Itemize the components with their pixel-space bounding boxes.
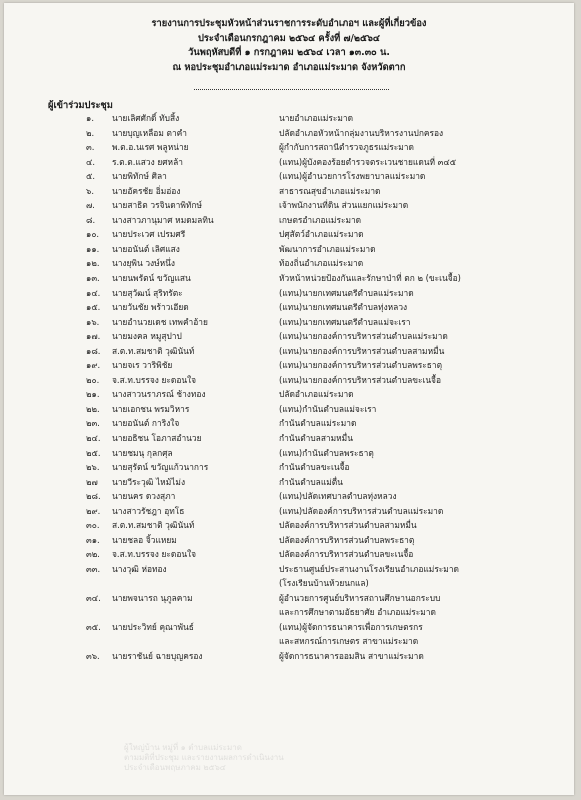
attendee-position	[279, 489, 397, 504]
attendee-number: ๑๙.	[86, 360, 101, 371]
attendee-position-line: (แทน)นายกเทศมนตรีตำบลแม่ระมาด	[279, 287, 414, 298]
attendee-position-line: (แทน)นายกองค์การบริหารส่วนตำบลพระธาตุ	[279, 360, 443, 371]
attendee-row	[4, 649, 574, 664]
attendee-position	[279, 213, 361, 228]
attendee-row	[4, 547, 574, 562]
attendee-position	[279, 620, 423, 649]
attendee-row	[4, 227, 574, 242]
attendee-number: ๑๘.	[86, 345, 101, 356]
attendee-position	[279, 460, 350, 475]
attendee-position	[279, 358, 442, 373]
attendee-row	[4, 126, 574, 141]
attendee-position-line: กำนันตำบลสามหมื่น	[279, 433, 353, 444]
attendee-position	[279, 300, 407, 315]
attendee-name: นายวันชัย พร้าวเอียด	[112, 302, 189, 313]
attendee-number: ๗.	[86, 200, 95, 211]
attendee-position-line: พัฒนาการอำเภอแม่ระมาด	[279, 243, 376, 254]
attendee-row	[4, 489, 574, 504]
attendee-position	[279, 591, 440, 620]
attendee-number: ๓๓.	[86, 563, 101, 574]
attendee-name: นางยุพิน วงษ์หนึ่ง	[112, 258, 175, 269]
attendee-list	[4, 111, 574, 664]
attendee-name: นายสุรัตน์ ขวัญแก้วนาการ	[112, 462, 209, 473]
attendee-name: นางสาวภานุมาศ หมดมลทิน	[112, 214, 214, 225]
attendee-number: ๑๓.	[86, 273, 100, 284]
attendee-name: นายพิทักษ์ ศิลา	[112, 171, 167, 182]
attendee-row	[4, 387, 574, 402]
attendee-position-line: ปลัดองค์การบริหารส่วนตำบลพระธาตุ	[279, 534, 415, 545]
attendee-position-line: ปลัดองค์การบริหารส่วนตำบลขะเนจื้อ	[279, 549, 414, 560]
attendee-row	[4, 620, 574, 649]
attendee-number: ๓๖.	[86, 650, 100, 661]
header-title: รายงานการประชุมหัวหน้าส่วนราชการระดับอำเภอฯ และผู้ที่เกี่ยวข้อง	[151, 18, 427, 29]
attendee-position	[279, 475, 343, 490]
attendee-name: ร.ต.ต.แสวง ยศหล้า	[112, 156, 183, 167]
attendee-position	[279, 402, 376, 417]
attendee-number: ๔.	[86, 156, 96, 167]
attendee-position	[279, 286, 414, 301]
attendee-name: นายอธิชน โอภาสอำนวย	[112, 433, 202, 444]
attendee-row	[4, 198, 574, 213]
attendee-position	[279, 271, 461, 286]
attendee-name: นายเอกชน พรมวิหาร	[112, 403, 190, 414]
attendee-name: ส.ต.ท.สมชาติ วุฒินันท์	[112, 520, 195, 531]
attendee-position	[279, 387, 354, 402]
attendee-name: นายสุวัฒน์ สุริทรัตะ	[112, 287, 183, 298]
attendee-row	[4, 431, 574, 446]
attendee-position-line: (แทน)ปลัดองค์การบริหารส่วนตำบลแม่ระมาด	[279, 505, 444, 516]
attendee-number: ๑๔.	[86, 287, 101, 298]
attendee-position-line: (แทน)นายกเทศมนตรีตำบลทุ่งหลวง	[279, 302, 408, 313]
attendee-number: ๘.	[86, 214, 96, 225]
attendee-name: นางสาวนราภรณ์ ช้างทอง	[112, 389, 206, 400]
attendee-row	[4, 300, 574, 315]
attendee-number: ๒๑.	[86, 389, 100, 400]
attendee-position	[279, 242, 376, 257]
attendee-row	[4, 591, 574, 620]
attendee-number: ๓๒.	[86, 549, 100, 560]
attendee-row	[4, 111, 574, 126]
attendee-position-line: (แทน)นายกองค์การบริหารส่วนตำบลสามหมื่น	[279, 345, 445, 356]
attendee-position	[279, 446, 374, 461]
attendee-name: นายจเร วาริพิชัย	[112, 360, 173, 371]
attendee-number: ๓๕.	[86, 621, 101, 632]
attendee-position-line: (แทน)ผู้จัดการธนาคารเพื่อการเกษตรกร	[279, 621, 423, 632]
attendee-position-line: กำนันตำบลแม่ตื่น	[279, 476, 343, 487]
attendee-position	[279, 562, 459, 591]
attendee-name: พ.ต.อ.นเรศ พลูหน่าย	[112, 142, 189, 153]
attendee-name: นายอัครชัย อิ่มอ่อง	[112, 185, 181, 196]
attendee-position	[279, 329, 448, 344]
attendee-name: นายบุญเหลือม ตาคำ	[112, 127, 187, 138]
attendee-number: ๑๗.	[86, 331, 101, 342]
attendee-row	[4, 475, 574, 490]
attendee-position	[279, 533, 414, 548]
attendee-position-line: (แทน)กำนันตำบลพระธาตุ	[279, 447, 374, 458]
attendee-row	[4, 402, 574, 417]
attendee-position-line: ปศุสัตว์อำเภอแม่ระมาด	[279, 229, 364, 240]
attendee-row	[4, 286, 574, 301]
attendee-name: นายสาธิต วรจินดาพิทักษ์	[112, 200, 202, 211]
attendee-name: นายประวิทย์ คุณาพันธ์	[112, 621, 194, 632]
attendee-number: ๒๒.	[86, 403, 100, 414]
attendee-number: ๒๘.	[86, 491, 101, 502]
attendee-name: นายนคร ดวงสุภา	[112, 491, 176, 502]
attendee-number: ๒๓.	[86, 418, 100, 429]
attendee-name: นางวุฒิ ห่อทอง	[112, 563, 167, 574]
attendee-position	[279, 416, 356, 431]
attendee-name: นายเลิศศักดิ์ ทับสิ้ง	[112, 113, 180, 123]
attendee-position-line: เกษตรอำเภอแม่ระมาด	[279, 214, 362, 225]
attendee-name: นายวีระวุฒิ ไหม้ไม่ง	[112, 476, 186, 487]
attendee-position	[279, 126, 443, 141]
attendee-number: ๕.	[86, 171, 96, 182]
attendee-name: นายชลอ จิ้วแหยม	[112, 534, 177, 545]
attendee-number: ๒๗	[86, 476, 98, 487]
attendee-number: ๒๕.	[86, 447, 101, 458]
attendee-position-line: ผู้กำกับการสถานีตำรวจภูธรแม่ระมาด	[279, 142, 414, 153]
attendee-row	[4, 460, 574, 475]
attendee-position	[279, 155, 456, 170]
attendee-position	[279, 431, 353, 446]
attendee-number: ๒.	[86, 127, 95, 138]
attendee-position-line: และสหกรณ์การเกษตร สาขาแม่ระมาด	[279, 636, 419, 647]
attendee-position-line: ประธานศูนย์ประสานงานโรงเรียนอำเภอแม่ระมาด	[279, 563, 459, 574]
attendee-row	[4, 256, 574, 271]
attendee-row	[4, 169, 574, 184]
attendee-row	[4, 358, 574, 373]
attendee-position-line: สาธารณสุขอำเภอแม่ระมาด	[279, 185, 381, 196]
attendee-row	[4, 184, 574, 199]
attendee-number: ๑๖.	[86, 316, 100, 327]
attendee-name: นายอนันต์ การิงใจ	[112, 418, 180, 429]
attendee-position-line: (แทน)กำนันตำบลแม่จะเรา	[279, 403, 377, 414]
attendee-number: ๑๒.	[86, 258, 100, 269]
attendee-position	[279, 504, 443, 519]
attendee-position-line: (แทน)นายกองค์การบริหารส่วนตำบลแม่ระมาด	[279, 331, 448, 342]
attendee-number: ๑๐.	[86, 229, 100, 240]
attendee-position	[279, 649, 424, 664]
attendee-name: ส.ต.ท.สมชาติ วุฒินันท์	[112, 345, 195, 356]
attendee-name: นายมงคล หมูสุปาป	[112, 331, 182, 342]
attendee-position	[279, 344, 444, 359]
attendee-name: จ.ส.ท.บรรจง ยะดอนใจ	[112, 549, 197, 560]
attendee-position-line: ปลัดอำเภอหัวหน้ากลุ่มงานบริหารงานปกครอง	[279, 127, 444, 138]
attendee-position-line: (โรงเรียนบ้านห้วยนกแล)	[279, 578, 369, 589]
attendee-number: ๒๐.	[86, 374, 100, 385]
attendee-name: จ.ส.ท.บรรจง ยะดอนใจ	[112, 374, 197, 385]
attendee-number: ๒๔.	[86, 433, 101, 444]
attendee-name: นายอนันต์ เลิศแสง	[112, 243, 180, 254]
attendee-number: ๓๔.	[86, 592, 101, 603]
attendee-number: ๑.	[86, 113, 94, 123]
attendee-name: นางสาวรัชฎา อุทโธ	[112, 505, 185, 516]
attendee-name: นายราชันย์ ฉายบุญครอง	[112, 650, 203, 661]
attendee-position	[279, 373, 441, 388]
attendee-position	[279, 256, 363, 271]
document-header	[4, 17, 574, 75]
document-page	[4, 3, 574, 795]
attendee-row	[4, 446, 574, 461]
attendee-position	[279, 227, 364, 242]
attendee-number: ๓.	[86, 142, 95, 153]
attendee-position	[279, 140, 414, 155]
attendee-position-line: และการศึกษาตามอัธยาศัย อำเภอแม่ระมาด	[279, 607, 436, 618]
attendee-position-line: (แทน)ปลัดเทศบาลตำบลทุ่งหลวง	[279, 491, 397, 502]
attendee-row	[4, 416, 574, 431]
attendee-name: นายอำนวยเดช เทพคำอ้าย	[112, 316, 208, 327]
attendee-position-line: (แทน)นายกเทศมนตรีตำบลแม่จะเรา	[279, 316, 411, 327]
header-month: ประจำเดือนกรกฎาคม ๒๕๖๔ ครั้งที่ ๗/๒๕๖๔	[198, 32, 380, 44]
header-location: ณ หอประชุมอำเภอแม่ระมาด อำเภอแม่ระมาด จังหวัดตาก	[172, 61, 406, 73]
attendee-position	[279, 184, 380, 199]
attendee-position-line: (แทน)นายกองค์การบริหารส่วนตำบลขะเนจื้อ	[279, 374, 441, 385]
attendee-position-line: ผู้จัดการธนาคารออมสิน สาขาแม่ระมาด	[279, 650, 424, 661]
attendee-position-line: กำนันตำบลแม่ระมาด	[279, 418, 357, 429]
attendee-row	[4, 373, 574, 388]
attendee-position	[279, 315, 410, 330]
attendee-position-line: กำนันตำบลขะเนจื้อ	[279, 462, 350, 473]
attendee-position-line: (แทน)ผู้อำนวยการโรงพยาบาลแม่ระมาด	[279, 171, 426, 182]
attendee-row	[4, 140, 574, 155]
attendee-position-line: (แทน)ผู้บังคองร้อยตำรวจตระเวนชายแดนที่ ๓๔๕	[279, 156, 457, 167]
attendee-number: ๓๑.	[86, 534, 100, 545]
bleed-through-text: ผู้ใหญ่บ้าน หมู่ที่ ๑ ตำบลแม่ระมาด ตามมติที่ประชุม และรายงานผลการดำเนินงาน ประจำเดือนพฤษภาคม ๒๕๖๔	[124, 743, 284, 772]
attendee-position-line: ผู้อำนวยการศูนย์บริหารสถานศึกษานอกระบบ	[279, 592, 441, 603]
header-date-time: วันพฤหัสบดีที่ ๑ กรกฎาคม ๒๕๖๔ เวลา ๑๓.๓๐ น.	[188, 47, 390, 58]
attendee-row	[4, 242, 574, 257]
attendee-name: นายนพรัตน์ ขวัญแสน	[112, 273, 191, 284]
attendee-row	[4, 329, 574, 344]
attendee-name: นายประเวศ เปรมศรี	[112, 229, 186, 240]
attendee-position	[279, 111, 353, 126]
attendee-number: ๓๐.	[86, 520, 100, 531]
attendee-position-line: หัวหน้าหน่วยป้องกันและรักษาป่าที่ ตก ๒ (ขะเนจื้อ)	[279, 273, 461, 284]
attendees-heading: ผู้เข้าร่วมประชุม	[48, 100, 113, 111]
attendee-name: นายพจนารถ นุภูลคาม	[112, 592, 193, 603]
attendee-position-line: ปลัดองค์การบริหารส่วนตำบลสามหมื่น	[279, 520, 417, 531]
attendee-position	[279, 169, 425, 184]
attendee-position-line: นายอำเภอแม่ระมาด	[279, 113, 354, 123]
attendee-number: ๒๖.	[86, 462, 100, 473]
attendee-number: ๑๑.	[86, 243, 100, 254]
attendee-position	[279, 518, 417, 533]
attendee-row	[4, 344, 574, 359]
attendee-number: ๒๙.	[86, 505, 101, 516]
attendee-row	[4, 533, 574, 548]
attendee-number: ๑๕.	[86, 302, 101, 313]
attendee-row	[4, 271, 574, 286]
dotted-divider	[194, 89, 389, 90]
attendee-row	[4, 155, 574, 170]
attendee-row	[4, 213, 574, 228]
attendee-position-line: ปลัดอำเภอแม่ระมาด	[279, 389, 354, 400]
attendee-position	[279, 547, 413, 562]
attendee-row	[4, 315, 574, 330]
attendee-row	[4, 504, 574, 519]
attendee-name: นายชมนุ กุลกศุล	[112, 447, 173, 458]
attendee-position-line: ท้องถิ่นอำเภอแม่ระมาด	[279, 258, 364, 269]
attendee-number: ๖.	[86, 185, 94, 196]
attendee-row	[4, 562, 574, 591]
attendee-position	[279, 198, 408, 213]
attendee-position-line: เจ้าพนักงานที่ดิน ส่วนแยกแม่ระมาด	[279, 200, 409, 211]
attendee-row	[4, 518, 574, 533]
